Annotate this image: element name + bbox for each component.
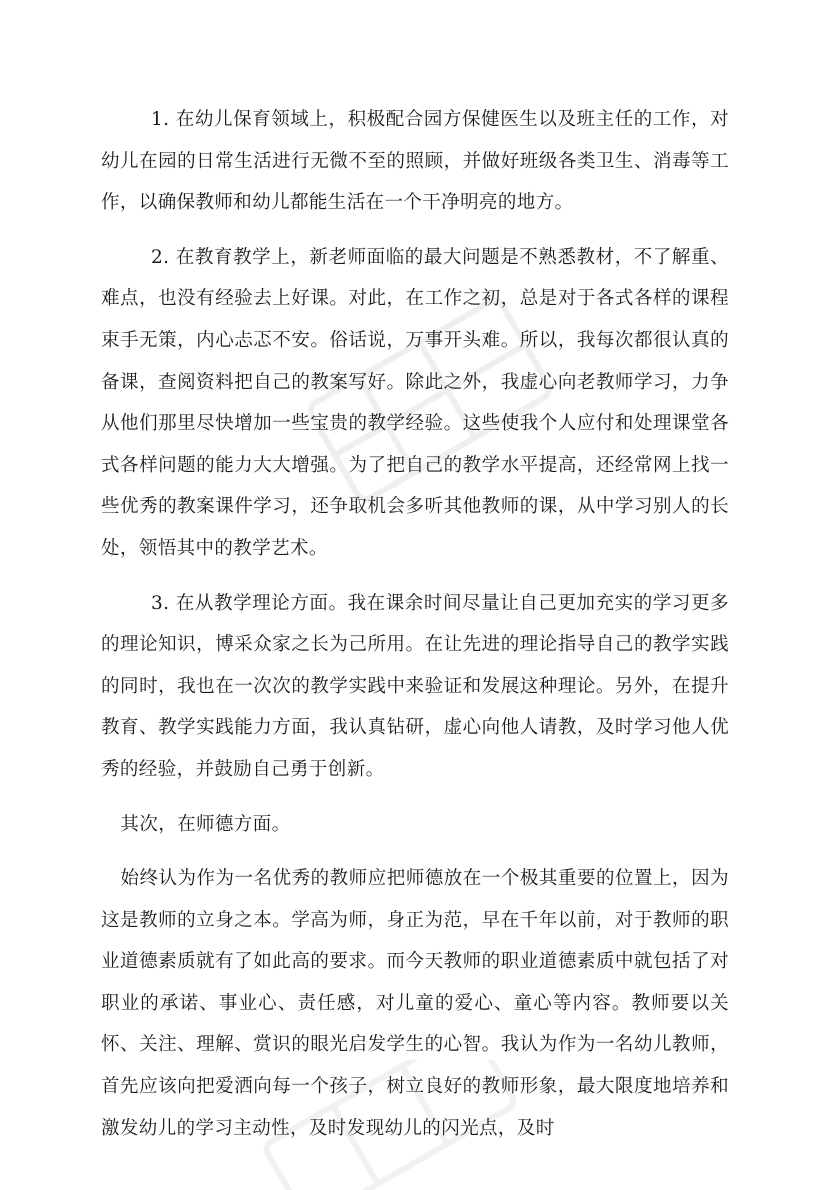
paragraph-1: 1. 在幼儿保育领域上，积极配合园方保健医生以及班主任的工作，对幼儿在园的日常生活进行无微不至的照顾，并做好班级各类卫生、消毒等工作，以确保教师和幼儿都能生活在一个干净明亮的地方。 [101, 109, 729, 214]
paragraph-3: 3. 在从教学理论方面。我在课余时间尽量让自己更加充实的学习更多的理论知识，博采众家之长为己所用。在让先进的理论指导自己的教学实践的同时，我也在一次次的教学实践中来验证和发展这种理论。另外，在提升教育、教学实践能力方面，我认真钻研，虚心向他人请教，及时学习他人优秀的经验，并鼓励自己勇于创新。 [101, 592, 729, 780]
document-body [101, 99, 729, 1162]
paragraph-4: 其次，在师德方面。 [120, 813, 291, 835]
paragraph-2: 2. 在教育教学上，新老师面临的最大问题是不熟悉教材，不了解重、难点，也没有经验去上好课。对此，在工作之初，总是对于各式各样的课程束手无策，内心忐忑不安。俗话说，万事开头难。所以，我每次都很认真的备课，查阅资料把自己的教案写好。除此之外，我虚心向老教师学习，力争从他们那里尽快增加一些宝贵的教学经验。这些使我个人应付和处理课堂各式各样问题的能力大大增强。为了把自己的教学水平提高，还经常网上找一些优秀的教案课件学习，还争取机会多听其他教师的课，从中学习别人的长处，领悟其中的教学艺术。 [101, 246, 729, 559]
paragraph-5: 始终认为作为一名优秀的教师应把师德放在一个极其重要的位置上，因为这是教师的立身之本。学高为师，身正为范，早在千年以前，对于教师的职业道德素质就有了如此高的要求。而今天教师的职业道德素质中就包括了对职业的承诺、事业心、责任感，对儿童的爱心、童心等内容。教师要以关怀、关注、理解、赏识的眼光启发学生的心智。我认为作为一名幼儿教师，首先应该向把爱洒向每一个孩子，树立良好的教师形象，最大限度地培养和激发幼儿的学习主动性，及时发现幼儿的闪光点，及时 [101, 868, 729, 1139]
